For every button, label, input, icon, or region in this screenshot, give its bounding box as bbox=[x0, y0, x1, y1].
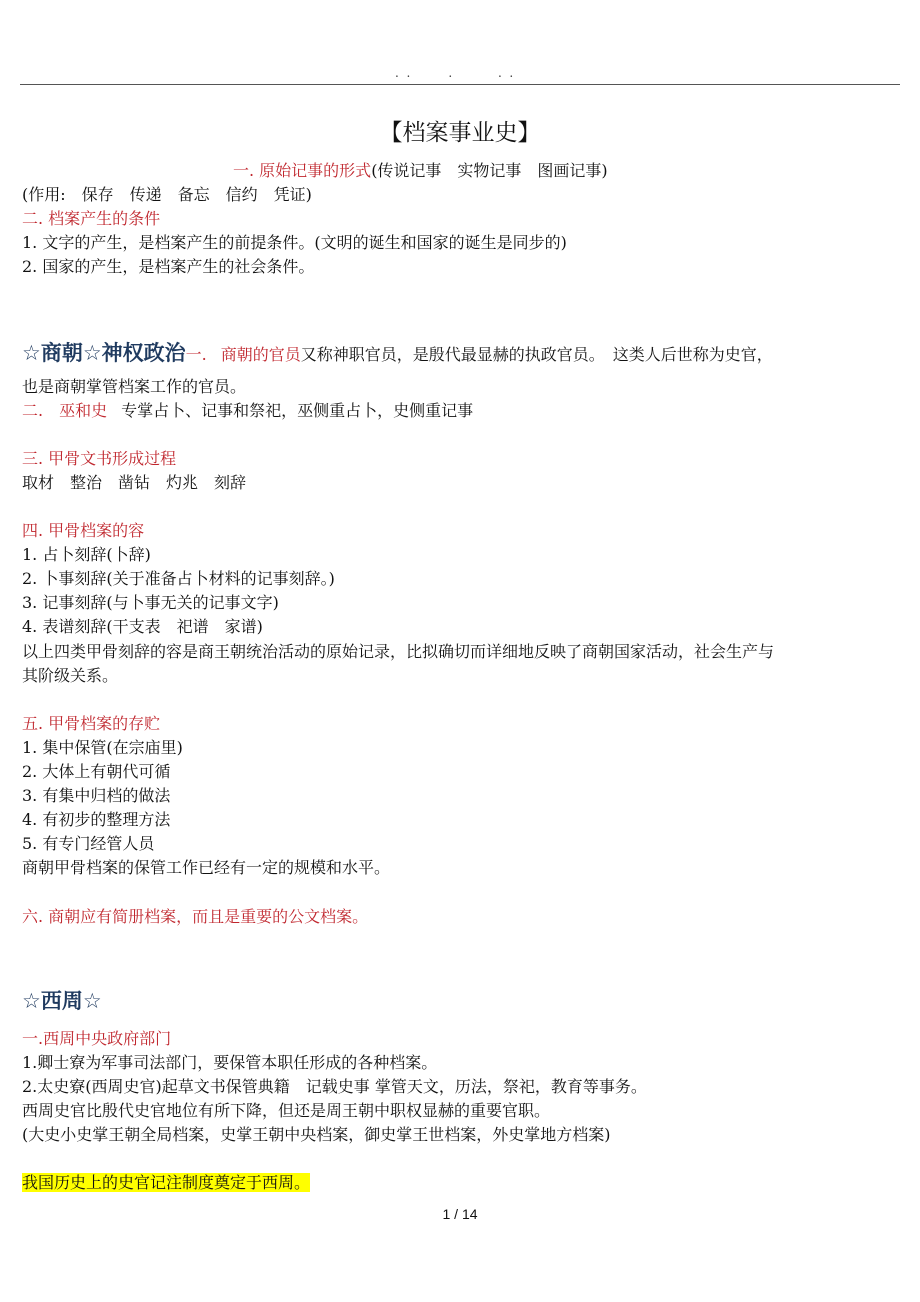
condition-2: 2. 国家的产生，是档案产生的社会条件。 bbox=[22, 257, 315, 276]
shang-p2 bbox=[22, 399, 473, 423]
intro-uses: (作用: 保存 传递 备忘 信约 凭证) bbox=[22, 185, 312, 204]
page-number: 1 / 14 bbox=[442, 1206, 478, 1222]
list-item: 1. 占卜刻辞(卜辞) bbox=[22, 545, 151, 564]
list-item: 5. 有专门经管人员 bbox=[22, 834, 155, 853]
list-item: 2. 大体上有朝代可循 bbox=[22, 762, 171, 781]
list-item: 2. 卜事刻辞(关于准备占卜材料的记事刻辞。) bbox=[22, 569, 335, 588]
list-item: 4. 有初步的整理方法 bbox=[22, 810, 171, 829]
shang-p1-red: 商朝的官员 bbox=[220, 345, 301, 364]
list-item: 3. 有集中归档的做法 bbox=[22, 786, 171, 805]
shang-p4-summary-2: 其阶级关系。 bbox=[22, 666, 119, 685]
shang-p2-text: 专掌占卜、记事和祭祀，巫侧重占卜，史侧重记事 bbox=[121, 401, 474, 420]
shang-p1-num: 一. bbox=[185, 345, 207, 364]
list-item: 4. 表谱刻辞(干支表 祀谱 家谱) bbox=[22, 617, 263, 636]
shang-p1-text: 又称神职官员，是殷代最显赫的执政官员。 这类人后世称为史官， bbox=[300, 345, 773, 364]
shang-p4-heading: 四. 甲骨档案的容 bbox=[22, 521, 145, 540]
zhou-heading-line bbox=[22, 985, 102, 1019]
zhou-heading: ☆西周☆ bbox=[22, 989, 102, 1013]
list-item: 3. 记事刻辞(与卜事无关的记事文字) bbox=[22, 593, 279, 612]
shang-p4-summary-1: 以上四类甲骨刻辞的容是商王朝统治活动的原始记录，比拟确切而详细地反映了商朝国家活动，社会生产与 bbox=[22, 642, 775, 661]
header-rule bbox=[20, 84, 900, 85]
shang-p5-heading: 五. 甲骨档案的存贮 bbox=[22, 714, 161, 733]
shang-p2-red: 二. 巫和史 bbox=[22, 401, 108, 420]
highlighted-text: 我国历史上的史官记注制度奠定于西周。 bbox=[22, 1173, 311, 1192]
shang-p5-summary: 商朝甲骨档案的保管工作已经有一定的规模和水平。 bbox=[22, 858, 391, 877]
shang-line-1 bbox=[22, 338, 773, 370]
shang-p3-text: 取材 整治 凿钻 灼兆 刻辞 bbox=[22, 473, 247, 492]
shang-p6: 六. 商朝应有简册档案，而且是重要的公文档案。 bbox=[22, 907, 369, 926]
intro-heading: 一. 原始记事的形式 bbox=[233, 161, 372, 180]
intro-line-1 bbox=[233, 159, 608, 183]
zhou-line-4: (大史小史掌王朝全局档案，史掌王朝中央档案，御史掌王世档案，外史掌地方档案) bbox=[22, 1125, 611, 1144]
document-title: 【档案事业史】 bbox=[379, 120, 541, 146]
intro-forms: (传说记事 实物记事 图画记事) bbox=[371, 161, 608, 180]
shang-p1-cont: 也是商朝掌管档案工作的官员。 bbox=[22, 377, 247, 396]
zhou-highlight-line bbox=[22, 1171, 310, 1195]
zhou-line-3: 西周史官比殷代史官地位有所下降，但还是周王朝中职权显赫的重要官职。 bbox=[22, 1101, 551, 1120]
shang-heading: ☆商朝☆神权政治 bbox=[22, 341, 186, 365]
conditions-heading: 二. 档案产生的条件 bbox=[22, 209, 161, 228]
header-dots: . . . . . bbox=[395, 66, 514, 80]
condition-1: 1. 文字的产生，是档案产生的前提条件。(文明的诞生和国家的诞生是同步的) bbox=[22, 233, 567, 252]
zhou-line-2: 2.太史寮(西周史官)起草文书保管典籍 记载史事 掌管天文，历法，祭祀，教育等事务。 bbox=[22, 1077, 647, 1096]
zhou-line-1: 1.卿士寮为军事司法部门，要保管本职任形成的各种档案。 bbox=[22, 1053, 438, 1072]
list-item: 1. 集中保管(在宗庙里) bbox=[22, 738, 183, 757]
shang-p3-heading: 三. 甲骨文书形成过程 bbox=[22, 449, 177, 468]
zhou-sub-heading: 一.西周中央政府部门 bbox=[22, 1029, 172, 1048]
